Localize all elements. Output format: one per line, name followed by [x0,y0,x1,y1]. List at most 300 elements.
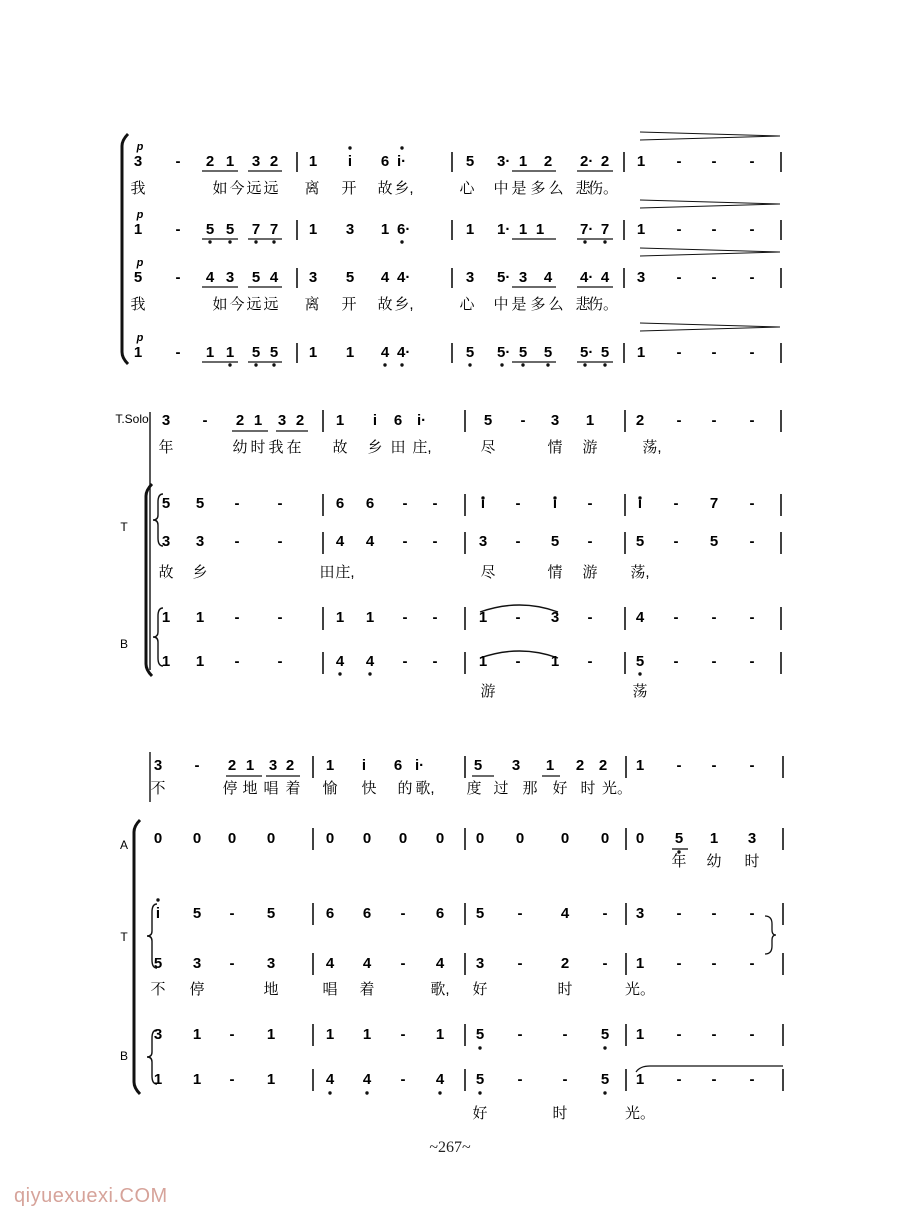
alto-lyric: 时 [744,853,760,870]
tenor3-upper-note: 6 [362,905,372,922]
solo3-note: 1 [545,757,555,774]
octave-dot [208,240,211,243]
system1-lyric: 悲 [575,180,591,197]
bass3-upper-note: - [517,1026,523,1043]
tenor3-upper-note: - [749,905,755,922]
solo3-note: - [676,757,682,774]
octave-dot [638,672,641,675]
bass3-upper-note: 1 [192,1026,202,1043]
octave-dot [546,363,549,366]
solo3-lyric: 停 [222,780,238,797]
tenor-lower-note: 3 [478,533,488,550]
bass3-upper-note: 1 [435,1026,445,1043]
bass-upper-note: 4 [635,609,645,626]
tenor-upper-note: - [234,495,240,512]
bass-lower-note: 1 [161,653,171,670]
solo3-lyric: 光。 [601,780,633,797]
system1-staff3-note: 4 [380,344,390,361]
tenor-lower-note: 4 [365,533,375,550]
solo-note: 6 [393,412,403,429]
solo-note: 3 [550,412,560,429]
tenor-lower-note: - [587,533,593,550]
system1-staff0-note: 2 [543,153,553,170]
bass3-upper-note: - [711,1026,717,1043]
system1-staff0-note: 6 [380,153,390,170]
system1-lyric: 故 [377,180,393,197]
solo-lyric: 时 [250,439,266,456]
bass3-lower-note: - [676,1071,682,1088]
page-number: ~267~ [429,1139,471,1156]
bass-lower-note: 1 [478,653,488,670]
tenor-lower-note: - [673,533,679,550]
system1-staff0-note: 2 [269,153,279,170]
bass-upper-note: 1 [365,609,375,626]
alto-note: 0 [398,830,408,847]
solo3-lyric: 唱 [263,780,279,797]
tenor-upper-note: i [637,495,643,512]
system1-decrescendo [640,327,780,331]
tenor-lower-note: 5 [550,533,560,550]
system1-staff3-note: 5· [497,344,511,361]
tenor3-lower-note: 3 [475,955,485,972]
system2-bracket [146,484,152,676]
solo3-note: 1 [245,757,255,774]
tenor3-upper-note: 5 [475,905,485,922]
tenor3-lyric: 光。 [624,981,656,998]
alto-note: 0 [153,830,163,847]
system1-staff1-note: - [175,221,181,238]
system1-lyric: 离 [304,180,320,197]
octave-dot [272,363,275,366]
alto-note: 0 [362,830,372,847]
solo3-note: - [194,757,200,774]
tenor3-lower-note: 4 [362,955,372,972]
tenor3-lyric: 好 [472,981,488,998]
tenor-lyric: 游 [582,564,598,581]
solo3-lyric: 快 [361,780,377,797]
system1-lyric: 开 [341,180,357,197]
bass-upper-note: 1 [195,609,205,626]
system1-staff3-note: 5 [543,344,553,361]
solo-note: 2 [295,412,305,429]
system1-staff3-note: 5 [269,344,279,361]
system1-staff3-note: 1 [308,344,318,361]
system1-staff1-note: 1 [518,221,528,238]
system1-decrescendo [640,200,780,204]
closing-brace [765,916,776,954]
bass-upper-note: - [673,609,679,626]
system1-lyric: 远 [263,180,279,197]
system1-staff2-note: 3 [518,269,528,286]
bass3-lower-note: - [400,1071,406,1088]
system1-staff1-note: 1 [380,221,390,238]
tenor3-upper-note: - [711,905,717,922]
bass-lower-note: - [234,653,240,670]
solo3-note: 1 [325,757,335,774]
system1-lyric: 多 [530,180,546,197]
system1-bracket [122,134,128,364]
system1-lyric: 心 [459,296,475,313]
score-text [115,141,759,1122]
solo3-lyric: 不 [150,780,166,797]
octave-dot [400,240,403,243]
staff-label-bass: B [119,1049,129,1063]
bass-upper-note: - [587,609,593,626]
solo3-lyric: 着 [285,780,301,797]
system1-staff2-note: - [175,269,181,286]
solo-lyric: 情 [547,439,563,456]
system1-lyric: 中 [493,296,509,313]
octave-dot [583,240,586,243]
solo-lyric: 在 [286,439,302,456]
tenor-lower-note: - [402,533,408,550]
watermark: qiyuexuexi.COM [14,1185,168,1207]
tenor3-upper-note: - [676,905,682,922]
system1-staff3-note: 1 [636,344,646,361]
octave-dot [583,363,586,366]
solo-note: 5 [483,412,493,429]
tenor3-upper-note: - [602,905,608,922]
alto-note: 0 [475,830,485,847]
tenor-lower-note: - [234,533,240,550]
system1-staff2-note: 5· [497,269,511,286]
tenor-lower-note: 5 [709,533,719,550]
octave-dot [368,672,371,675]
bass3-upper-note: 1 [362,1026,372,1043]
bass3-lower-note: 1 [266,1071,276,1088]
tenor3-lyric: 停 [189,981,205,998]
system1-staff3-note: 5· [580,344,594,361]
system1-staff3-note: 5 [600,344,610,361]
system1-staff2-note: 5 [345,269,355,286]
system1-staff2-note: 4 [380,269,390,286]
tenor3-lyric: 地 [263,981,279,998]
tenor-lyric: 故 [158,564,174,581]
bass-upper-note: - [277,609,283,626]
bass-lower-note: 4 [335,653,345,670]
octave-dot [228,240,231,243]
octave-dot [603,1046,606,1049]
system1-staff0-note: - [676,153,682,170]
solo3-note: 2 [575,757,585,774]
system1-staff2-note: 3 [225,269,235,286]
system1-staff0-note: 3 [133,153,143,170]
system1-staff2-note: - [749,269,755,286]
bass3-lower-note: 5 [600,1071,610,1088]
system1-lyric: 是 [511,180,527,197]
octave-dot [603,240,606,243]
system1-staff3-note: - [676,344,682,361]
staff-label-alto: A [119,838,129,852]
tenor3-lower-note: 3 [192,955,202,972]
bass-upper-note: 1 [161,609,171,626]
bass-lower-note: - [587,653,593,670]
system1-staff0-note: 1 [518,153,528,170]
alto-note: 5 [674,830,684,847]
staff-label-tenor: T [120,930,128,944]
bass3-lower-note: - [749,1071,755,1088]
bass-upper-note: 1 [478,609,488,626]
tenor3-lower-note: 2 [560,955,570,972]
bass-upper-note: - [234,609,240,626]
system1-decrescendo [640,136,780,140]
system1-staff2-note: - [676,269,682,286]
bass3-upper-note: 3 [153,1026,163,1043]
tenor-lyric: 荡, [630,564,650,581]
tenor3-lower-note: - [711,955,717,972]
bass-lower-note: - [277,653,283,670]
octave-dot [254,363,257,366]
solo-lyric: 庄, [412,439,432,456]
tenor3-lower-note: - [676,955,682,972]
bass3-lower-note: 5 [475,1071,485,1088]
bass-upper-note: 3 [550,609,560,626]
tenor3-lower-note: 3 [266,955,276,972]
system1-staff2-note: 4 [543,269,553,286]
solo-lyric: 游 [582,439,598,456]
tenor3-lower-note: 4 [325,955,335,972]
solo-note: - [711,412,717,429]
bass-lyric: 游 [480,683,496,700]
system1-staff3-note: 1 [205,344,215,361]
system1-lyric: 离 [304,296,320,313]
system1-lyric: 乡, [394,180,414,197]
solo3-note: 1 [635,757,645,774]
system1-staff0-note: 3· [497,153,511,170]
octave-dot [521,363,524,366]
tenor-upper-note: - [673,495,679,512]
system1-lyric: 乡, [394,296,414,313]
tie-to-next [636,1066,783,1072]
tenor3-lower-note: - [749,955,755,972]
dynamic-piano: p [136,257,144,269]
system1-staff1-note: - [749,221,755,238]
tenor-lower-note: - [432,533,438,550]
octave-dot [348,146,351,149]
system1-staff1-note: 5 [225,221,235,238]
bass-upper-note: - [711,609,717,626]
octave-dot [383,363,386,366]
system1-staff2-note: 5 [251,269,261,286]
octave-dot [478,1091,481,1094]
system1-decrescendo [640,248,780,252]
system1-staff1-note: 1 [535,221,545,238]
octave-dot [400,363,403,366]
solo3-lyric: 好 [552,780,568,797]
tenor3-upper-note: 4 [560,905,570,922]
alto-note: 0 [635,830,645,847]
solo-note: - [676,412,682,429]
alto-note: 0 [325,830,335,847]
tenor-lower-note: - [515,533,521,550]
tenor-upper-note: 6 [365,495,375,512]
solo3-note: 2 [285,757,295,774]
solo-lyric: 幼 [232,439,248,456]
alto-lyric: 年 [671,853,687,870]
solo3-note: 6 [393,757,403,774]
bass-upper-note: - [515,609,521,626]
system1-staff3-note: 5 [465,344,475,361]
system1-staff2-note: 4· [397,269,411,286]
system1-staff0-note: 2· [580,153,594,170]
alto-note: 0 [227,830,237,847]
tenor-lyric: 情 [547,564,563,581]
system1-staff2-note: - [711,269,717,286]
solo-lyric: 故 [332,439,348,456]
bass-lower-note: 1 [550,653,560,670]
bass3-upper-note: - [229,1026,235,1043]
bass3-upper-note: 5 [600,1026,610,1043]
bass3-upper-note: - [400,1026,406,1043]
system1-staff0-note: 1 [225,153,235,170]
system1-staff3-note: - [175,344,181,361]
tenor-upper-note: 7 [709,495,719,512]
alto-lyric: 幼 [706,853,722,870]
system1-lyric: 开 [341,296,357,313]
tenor3-upper-note: - [229,905,235,922]
tenor-upper-note: - [749,495,755,512]
solo-lyric: 荡, [642,439,662,456]
bass-lower-note: - [402,653,408,670]
octave-dot [603,363,606,366]
tenor3-lower-note: 1 [635,955,645,972]
system1-lyric: 今 [229,180,245,197]
bass3-lower-note: - [229,1071,235,1088]
bass-upper-note: 1 [335,609,345,626]
system1-lyric: 心 [459,180,475,197]
bass3-lower-note: 1 [635,1071,645,1088]
bass3-upper-note: - [749,1026,755,1043]
solo-note: i [372,412,378,429]
tenor3-upper-note: 5 [266,905,276,922]
tenor-upper-note: 6 [335,495,345,512]
alto-note: 0 [192,830,202,847]
solo3-note: 2 [227,757,237,774]
system1-staff2-note: 3 [308,269,318,286]
tenor-upper-note: - [432,495,438,512]
tenor-lower-note: - [749,533,755,550]
system1-lyric: 多 [530,296,546,313]
tenor3-lyric: 歌, [430,981,450,998]
bass3-lyric: 光。 [624,1105,656,1122]
system1-staff0-note: - [749,153,755,170]
bass3-lyric: 时 [552,1105,568,1122]
tenor-lyric: 尽 [480,564,496,581]
system1-staff0-note: 3 [251,153,261,170]
solo-note: - [202,412,208,429]
system1-lyric: 远 [246,296,262,313]
tenor-upper-note: - [402,495,408,512]
bass3-upper-note: 1 [325,1026,335,1043]
tenor3-lower-note: - [400,955,406,972]
solo-lyric: 乡 [367,439,383,456]
solo-note: 3 [161,412,171,429]
system1-lyric: 如 [212,180,228,197]
tenor-lower-note: 3 [195,533,205,550]
score-lines [119,132,783,1095]
system1-staff0-note: 1 [636,153,646,170]
octave-dot [468,363,471,366]
tenor-lower-note: 4 [335,533,345,550]
system1-lyric: 远 [246,180,262,197]
dynamic-piano: p [136,209,144,221]
system1-staff0-note: i [347,153,353,170]
solo3-lyric: 过 [493,780,509,797]
staff-label-bass: B [119,637,129,651]
system1-lyric: 么 [548,180,564,197]
solo3-note: 3 [153,757,163,774]
solo-note: 3 [277,412,287,429]
solo3-lyric: 的 [397,780,413,797]
bass-lyric: 荡 [632,683,648,700]
alto-note: 0 [600,830,610,847]
solo-lyric: 尽 [480,439,496,456]
system1-staff0-note: 1 [308,153,318,170]
bass3-upper-note: - [562,1026,568,1043]
system1-lyric: 伤。 [587,180,619,197]
system1-staff1-note: 7 [600,221,610,238]
octave-dot [603,1091,606,1094]
system1-staff0-note: i· [397,153,407,170]
tenor3-upper-note: 3 [635,905,645,922]
system1-staff1-note: - [676,221,682,238]
system1-lyric: 如 [212,296,228,313]
system1-staff2-note: 3 [636,269,646,286]
tenor3-upper-note: 6 [435,905,445,922]
tenor-lyric: 庄, [335,564,355,581]
solo3-lyric: 度 [466,780,482,797]
system1-staff1-note: - [711,221,717,238]
system1-decrescendo [640,132,780,136]
solo3-lyric: 地 [242,780,258,797]
system1-staff1-note: 1 [133,221,143,238]
system1-staff3-note: 1 [133,344,143,361]
octave-dot [400,146,403,149]
alto-note: 0 [435,830,445,847]
bass-lower-note: - [515,653,521,670]
tenor3-upper-note: 6 [325,905,335,922]
octave-dot [365,1091,368,1094]
system1-lyric: 故 [377,296,393,313]
system1-staff0-note: 2 [205,153,215,170]
system1-lyric: 伤。 [587,296,619,313]
bass3-lower-note: 4 [435,1071,445,1088]
tenor-lower-note: 3 [161,533,171,550]
solo-note: 1 [335,412,345,429]
solo-note: 1 [585,412,595,429]
solo-note: - [749,412,755,429]
bass-lower-note: - [711,653,717,670]
solo3-lyric: 时 [580,780,596,797]
dynamic-piano: p [136,141,144,153]
bass3-lower-note: - [562,1071,568,1088]
system1-staff1-note: 7· [580,221,594,238]
bass-lower-note: - [432,653,438,670]
solo-lyric: 我 [268,439,284,456]
octave-dot [156,898,159,901]
solo3-note: - [749,757,755,774]
solo-note: i· [417,412,427,429]
system1-staff1-note: 7 [269,221,279,238]
system1-staff1-note: 3 [345,221,355,238]
bass-upper-note: - [432,609,438,626]
octave-dot [272,240,275,243]
solo-note: - [520,412,526,429]
system1-lyric: 中 [493,180,509,197]
system1-decrescendo [640,204,780,208]
octave-dot [478,1046,481,1049]
tenor3-lyric: 着 [359,981,375,998]
